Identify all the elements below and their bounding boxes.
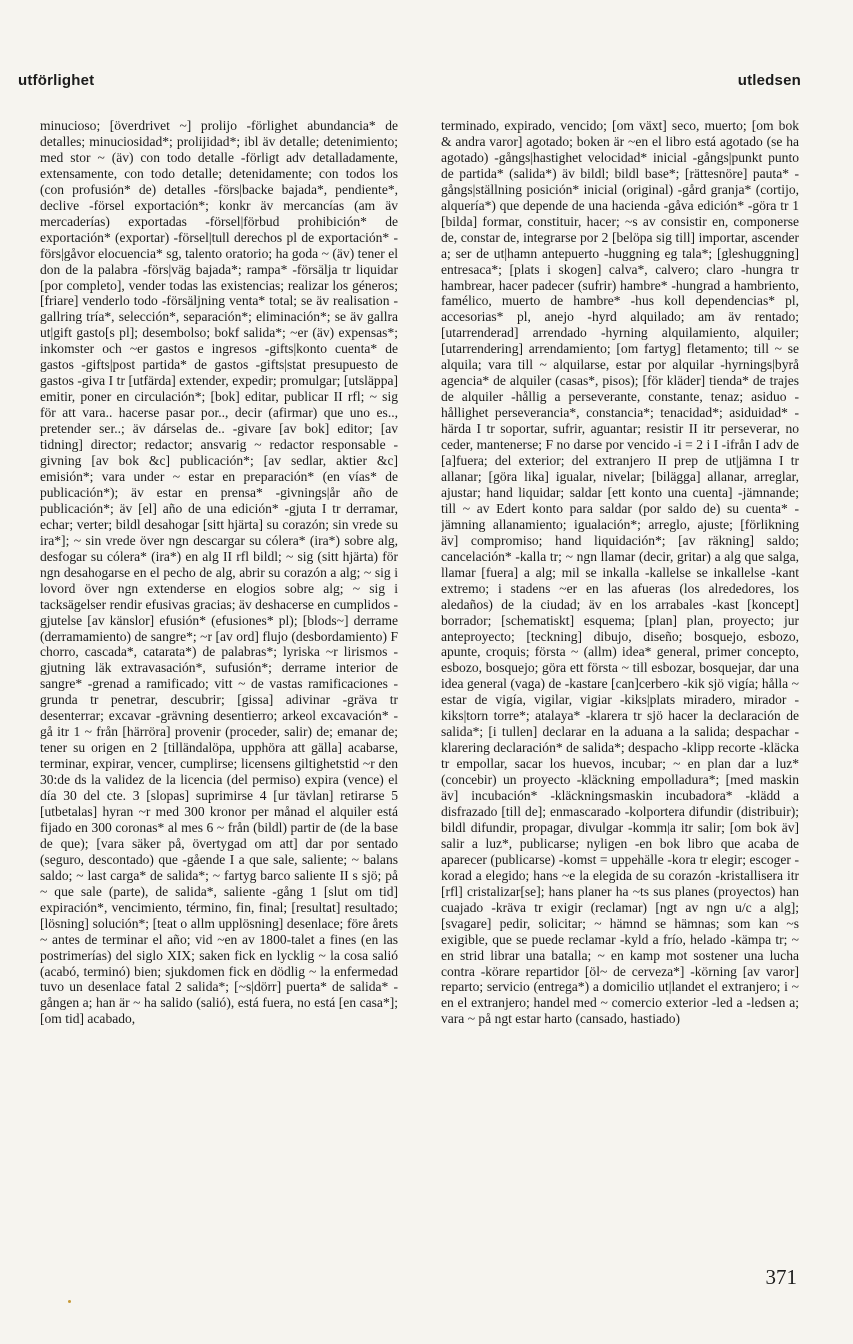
left-column [40,118,398,1266]
running-head-left: utförlighet [18,72,95,89]
left-column-text: minucioso; [överdrivet ~] prolijo -förlighet abundancia* de detalles; minuciosidad*; prolijidad*; ibl äv detalle; detenimiento; med stor ~ (äv) con todo detalle -förligt adv detalladamente, extensamente, con todo detalle; detenidamente; con todos los (con profusión* de) detalles -förs|backe bajada*, pendiente*, declive -försel exportación*; konkr äv mercancías (am äv mercaderías) exportadas -försel|förbud prohibición* de exportación* (exportar) -försel|tull derechos pl de exportación* -förs|gåvor elocuencia* sg, talento oratorio; ha goda ~ (äv) tener el don de la palabra -förs|väg bajada*; rampa* -försälja tr liquidar [por completo], vender todas las existencias; realizar los géneros; [friare] venderlo todo -försäljning venta* total; se äv realisation -gallring tría*, selección*, separación*; eliminación*; se äv gallra ut|gift gasto[s pl]; desembolso; bokf salida*; ~er (äv) expensas*; inkomster och ~er gastos e ingresos -gifts|konto cuenta* de gastos -gifts|post partida* de gastos -gifts|stat presupuesto de gastos -giva I tr [utfärda] extender, expedir; promulgar; [utsläppa] emitir, poner en circulación*; [bok] editar, publicar II rfl; ~ sig för att vara.. hacerse pasar por.., decir (afirmar) que uno es.., pretender ser..; äv dárselas de.. -givare [av bok] editor; [av tidning] director; redactor; ansvarig ~ redactor responsable -givning [av bok &c] publicación*; [av sedlar, aktier &c] emisión*; vara under ~ estar en preparación* (en vías* de publicación*); äv estar en prensa* -givnings|år año de publicación*; äv [el] año de una edición* -gjuta I tr derramar, echar; verter; bildl desahogar [sitt hjärta] su corazón; sin vrede su ira*]; ~ sin vrede över ngn descargar su cólera* (ira*) sobre alg, desfogar su cólera* (ira*) en alg II rfl bildl; ~ sig (sitt hjärta) för ngn desahogarse en el pecho de alg, abrir su corazón a alg; ~ sig i lovord över ngn extenderse en elogios sobre alg; ~ sig i tacksägelser rendir efusivas gracias; äv deshacerse en cumplidos -gjutelse [av känslor] efusión* (efusiones* pl); [blods~] derrame (derramamiento) de sangre*; ~r [av ord] flujo (desbordamiento) F chorro, cascada*, catarata*) de palabras*; lyriska ~r lirismos -gjutning läk extravasación*, sufusión*; derrame interior de sangre* -grenad a ramificado; vitt ~ de vastas ramificaciones -grunda tr penetrar, descubrir; [gissa] adivinar -gräva tr desenterrar; excavar -grävning desentierro; arkeol excavación* -gå itr 1 ~ från [härröra] provenir (proceder, salir) de; emanar de; tener su origen en 2 [tilländalöpa, upphöra att gälla] acabarse, terminar, expirar, vencer, cumplirse; licensens giltighetstid ~r den 30:de ds la validez de la licencia (del permiso) expira (vence) el día 30 del cte. 3 [slopas] suprimirse 4 [ur tävlan] retirarse 5 [utbetalas] hyran ~r med 300 kronor per månad el alquiler está fijado en 300 coronas* al mes 6 ~ från (bildl) partir de (de la base de que); [vara säker på, övertygad om att] dar por sentado (seguro, descontado) que -gående I a que sale, saliente; ~ balans saldo; ~ last carga* de salida*; ~ fartyg barco saliente II s sjö; på ~ que sale (parte), de salida*, saliente -gång 1 [slut om tid] expiración*, vencimiento, término, fin, final; [resultat] resultado; [lösning] solución*; [teat o allm upplösning] desenlace; före årets ~ antes de terminar el año; vid ~en av 1800-talet a fines (en las postrimerías) del siglo XIX; saken fick en lycklig ~ la cosa salió (acabó, terminó) bien; sjukdomen fick en dödlig ~ la enfermedad tuvo un desenlace fatal 2 salida*; [~s|dörr] puerta* de salida* -gången a; han är ~ ha salido (salió), está fuera, no está [en casa*]; [om tid] acabado, [40,118,398,1027]
running-head-right: utledsen [737,72,801,89]
right-column-text: terminado, expirado, vencido; [om växt] seco, muerto; [om bok & andra varor] agotado; boken är ~en el libro está agotado (se ha agotado) -gångs|hastighet velocidad* inicial -gångs|punkt punto de partida* (salida*) äv bildl; bildl base*; [rättesnöre] pauta* -gångs|ställning posición* inicial (original) -gård granja* (cortijo, alquería*) que depende de una hacienda -gåva edición* -göra tr 1 [bilda] formar, constituir, hacer; ~s av consistir en, componerse de, constar de, integrarse por 2 [belöpa sig till] importar, ascender a; ser de ut|hamn antepuerto -huggning eg tala*; [gleshuggning] entresaca*; [plats i skogen] calva*, calvero; claro -hungra tr hambrear, hacer padecer (sufrir) hambre* -hungrad a hambriento, famélico, muerto de hambre* -hus koll dependencias* pl, accesorias* pl, anejo -hyrd alquilado; am äv rentado; [utarrenderad] arrendado -hyrning alquilamiento, alquiler; [utarrendering] arrendamiento; [om fartyg] fletamento; till ~ se alquila; vara till ~ alquilarse, estar por alquilar -hyrnings|byrå agencia* de alquiler (casas*, pisos); [för kläder] tienda* de trajes de alquiler -hållig a perseverante, constante, tenaz; asiduo -hållighet perseverancia*, constancia*; tenacidad*; asiduidad* -härda I tr soportar, sufrir, aguantar; resistir II itr perseverar, no ceder, mantenerse; F no darse por vencido -i = 2 i I -ifrån I adv de [a]fuera; del exterior; del extranjero II prep de ut|jämna I tr allanar; [göra lika] igualar, nivelar; [bilägga] allanar, arreglar, ajustar; hand liquidar; saldar [ett konto una cuenta] -jämnande; till ~ av Edert konto para saldar (por saldo de) su cuenta* -jämning allanamiento; igualación*; arreglo, ajuste; [förlikning äv] compromiso; hand liquidación*; [av räkning] saldo; cancelación* -kalla tr; ~ ngn llamar (decir, gritar) a alg que salga, llamar [fuera] a alg; mil se inkalla -kallelse se inkallelse -kant extremo; i stadens ~er en las afueras (los alrededores, los aledaños) de la ciudad; äv en los arrabales -kast [koncept] borrador; [schematiskt] esquema; [plan] plan, proyecto; jur anteproyecto; [teckning] dibujo, diseño; bosquejo, esbozo, apunte, croquis; första ~ (allm) idea* general, primer concepto, esbozo, bosquejo; göra ett första ~ till esbozar, bosquejar, dar una idea general (vaga) de -kastare [can]cerbero -kik sjö vigía; hålla ~ estar de vigía, vigilar, vigiar -kiks|plats miradero, mirador -kiks|torn torre*; atalaya* -klarera tr sjö hacer la declaración de salida*; [i tullen] declarar en la aduana a la salida; despachar -klarering declaración* de salida*; despacho -klipp recorte -kläcka tr empollar, sacar los huevos, incubar; ~ en plan dar a luz* (concebir) un proyecto -kläckning empolladura*; [med maskin äv] incubación* -kläckningsmaskin incubadora* -klädd a disfrazado [till de]; enmascarado -kolportera difundir (distribuir); bildl difundir, propagar, divulgar -komm|a itr salir; [om bok äv] salir a luz*, publicarse; nyligen -en bok libro que acaba de aparecer (publicarse) -komst = uppehälle -kora tr elegir; escoger -korad a elegido; hans ~e la elegida de su corazón -kristallisera itr [rfl] cristalizar[se]; hans planer ha ~ts sus planes (proyectos) han cuajado -kräva tr exigir (reclamar) [ngt av ngn u/c a alg]; [svagare] pedir, solicitar; ~ hämnd se hämnas; som kan ~s exigible, que se puede reclamar -kyld a frío, helado -kämpa tr; ~ en strid librar una batalla; ~ en kamp mot sostener una lucha contra -körare repartidor [öl~ de cerveza*] -körning [av varor] reparto; servicio (entrega*) a domicilio ut|landet el extranjero; i ~ en el extranjero; handel med ~ comercio exterior -led a -ledsen a; vara ~ på ngt estar harto (cansado, hastiado) [441,118,799,1027]
right-column [441,118,799,1266]
ink-speck [68,1300,71,1303]
page-number: 371 [765,1265,797,1289]
